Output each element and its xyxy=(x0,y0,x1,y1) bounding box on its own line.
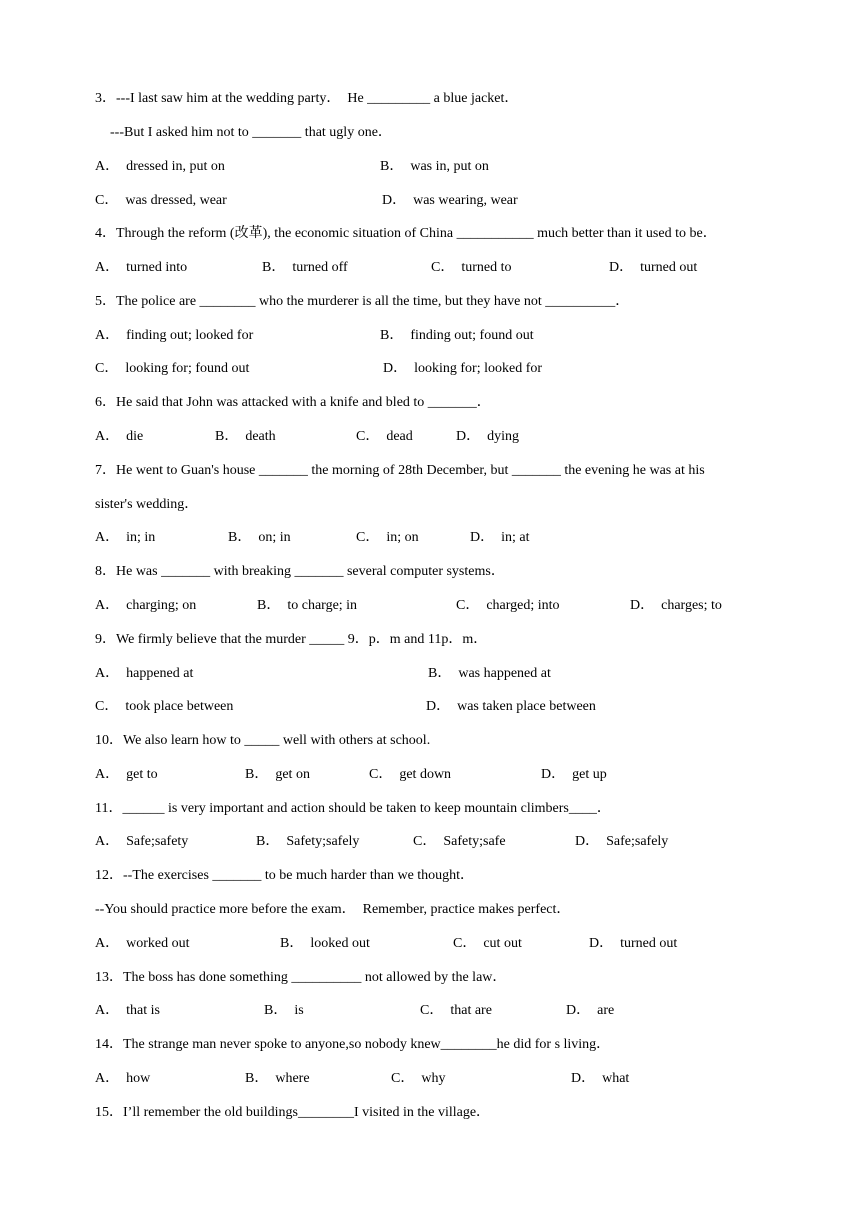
question-8-option-d[interactable]: D． charges; to xyxy=(630,598,722,613)
question-6-option-d[interactable]: D． dying xyxy=(456,429,519,444)
question-4-option-a[interactable]: A． turned into xyxy=(95,260,188,275)
question-14-option-d[interactable]: D． what xyxy=(571,1071,630,1086)
question-7-option-d[interactable]: D． in; at xyxy=(470,530,530,545)
question-3-option-a[interactable]: A． dressed in, put on xyxy=(95,159,225,174)
question-8-option-c[interactable]: C． charged; into xyxy=(456,598,560,613)
question-6-option-b[interactable]: B． death xyxy=(215,429,276,444)
question-11-option-d[interactable]: D． Safe;safely xyxy=(575,834,669,849)
question-11-option-a[interactable]: A． Safe;safety xyxy=(95,834,189,849)
question-3-option-d[interactable]: D． was wearing, wear xyxy=(382,193,518,208)
question-5-option-c[interactable]: C． looking for; found out xyxy=(95,361,250,376)
question-5-option-a[interactable]: A． finding out; looked for xyxy=(95,328,254,343)
question-7-option-a[interactable]: A． in; in xyxy=(95,530,156,545)
question-10-option-b[interactable]: B． get on xyxy=(245,767,310,782)
question-8-stem: 8．He was _______ with breaking _______ several computer systems． xyxy=(95,564,505,579)
question-9-stem: 9．We firmly believe that the murder _____ 9．p．m and 11p．m． xyxy=(95,632,488,647)
question-4-option-b[interactable]: B． turned off xyxy=(262,260,348,275)
question-12-option-b[interactable]: B． looked out xyxy=(280,936,370,951)
question-10-option-a[interactable]: A． get to xyxy=(95,767,158,782)
question-14-stem: 14．The strange man never spoke to anyone,so nobody knew________he did for s living． xyxy=(95,1037,611,1052)
question-9-option-b[interactable]: B． was happened at xyxy=(428,666,551,681)
question-12-option-d[interactable]: D． turned out xyxy=(589,936,678,951)
question-10-stem: 10．We also learn how to _____ well with others at school. xyxy=(95,733,431,748)
question-12-option-a[interactable]: A． worked out xyxy=(95,936,190,951)
question-7-option-c[interactable]: C． in; on xyxy=(356,530,419,545)
question-14-option-c[interactable]: C． why xyxy=(391,1071,446,1086)
question-11-option-b[interactable]: B． Safety;safely xyxy=(256,834,360,849)
question-11-stem: 11．______ is very important and action should be taken to keep mountain climbers____． xyxy=(95,801,611,816)
question-6-option-a[interactable]: A． die xyxy=(95,429,144,444)
question-5-stem: 5．The police are ________ who the murderer is all the time, but they have not __________． xyxy=(95,294,630,309)
question-3-option-b[interactable]: B． was in, put on xyxy=(380,159,489,174)
question-12-option-c[interactable]: C． cut out xyxy=(453,936,522,951)
question-3-stem-continued: ---But I asked him not to _______ that ugly one． xyxy=(110,125,392,140)
question-13-option-d[interactable]: D． are xyxy=(566,1003,615,1018)
question-14-option-b[interactable]: B． where xyxy=(245,1071,310,1086)
question-8-option-a[interactable]: A． charging; on xyxy=(95,598,197,613)
question-3-option-c[interactable]: C． was dressed, wear xyxy=(95,193,227,208)
question-10-option-d[interactable]: D． get up xyxy=(541,767,607,782)
question-8-option-b[interactable]: B． to charge; in xyxy=(257,598,358,613)
question-13-option-a[interactable]: A． that is xyxy=(95,1003,160,1018)
question-7-stem-continued: sister's wedding． xyxy=(95,497,199,512)
question-4-option-d[interactable]: D． turned out xyxy=(609,260,698,275)
question-14-option-a[interactable]: A． how xyxy=(95,1071,151,1086)
question-11-option-c[interactable]: C． Safety;safe xyxy=(413,834,506,849)
question-10-option-c[interactable]: C． get down xyxy=(369,767,452,782)
question-3-stem: 3．---I last saw him at the wedding party． He _________ a blue jacket． xyxy=(95,91,519,106)
question-6-option-c[interactable]: C． dead xyxy=(356,429,413,444)
question-9-option-a[interactable]: A． happened at xyxy=(95,666,194,681)
question-13-option-b[interactable]: B． is xyxy=(264,1003,304,1018)
question-4-option-c[interactable]: C． turned to xyxy=(431,260,512,275)
question-5-option-d[interactable]: D． looking for; looked for xyxy=(383,361,543,376)
question-7-stem: 7．He went to Guan's house _______ the morning of 28th December, but _______ the evening he was at his xyxy=(95,463,705,478)
question-9-option-c[interactable]: C． took place between xyxy=(95,699,234,714)
question-12-stem: 12．--The exercises _______ to be much harder than we thought． xyxy=(95,868,475,883)
question-4-stem: 4．Through the reform (改革), the economic situation of China ___________ much better than it used to be． xyxy=(95,226,717,241)
question-15-stem: 15．I’ll remember the old buildings________I visited in the village． xyxy=(95,1105,491,1120)
question-13-option-c[interactable]: C． that are xyxy=(420,1003,492,1018)
question-9-option-d[interactable]: D． was taken place between xyxy=(426,699,596,714)
question-13-stem: 13．The boss has done something __________ not allowed by the law． xyxy=(95,970,507,985)
question-12-stem-continued: --You should practice more before the exam． Remember, practice makes perfect． xyxy=(95,902,571,917)
question-6-stem: 6．He said that John was attacked with a knife and bled to _______． xyxy=(95,395,491,410)
question-7-option-b[interactable]: B． on; in xyxy=(228,530,291,545)
question-5-option-b[interactable]: B． finding out; found out xyxy=(380,328,534,343)
